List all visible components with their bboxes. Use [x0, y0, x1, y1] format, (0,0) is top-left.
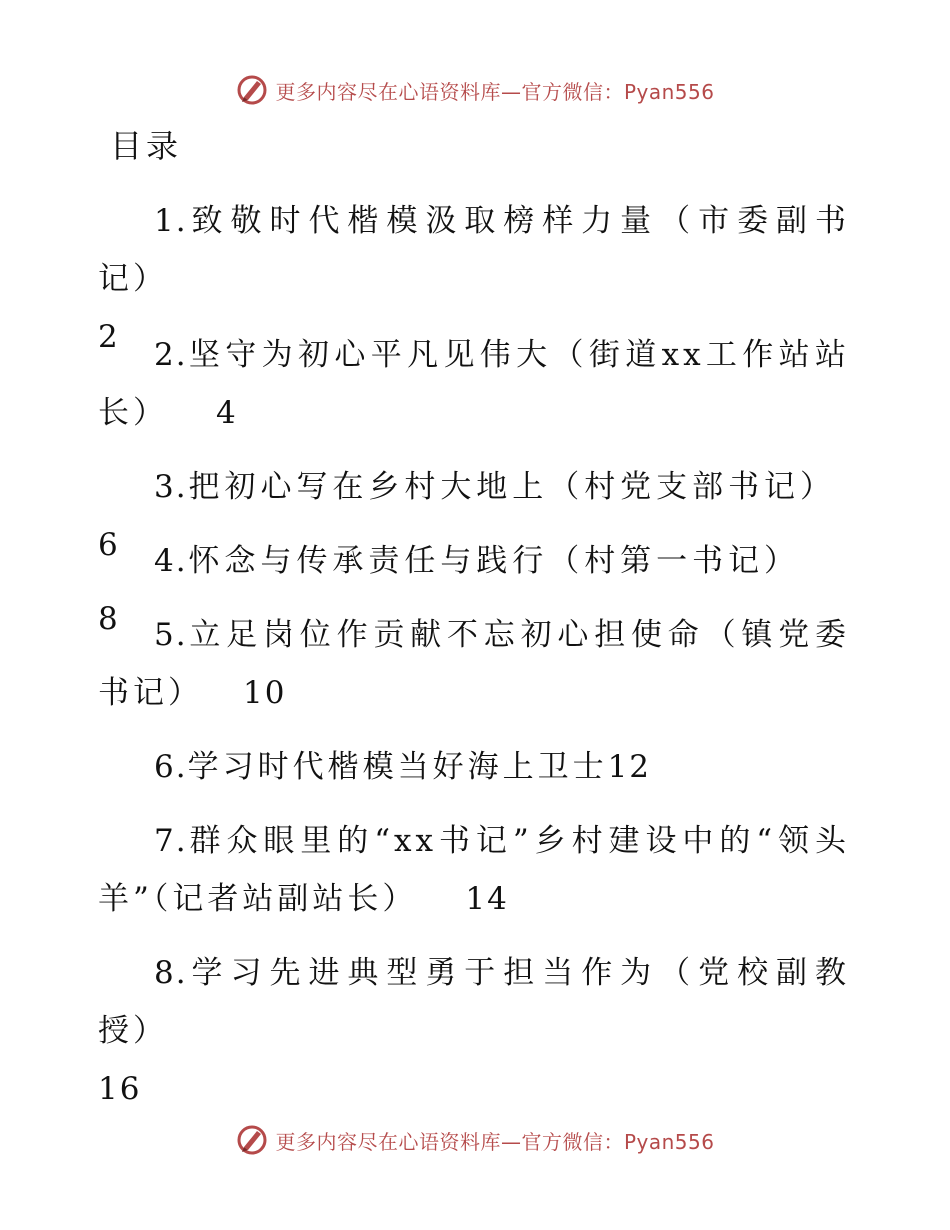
toc-entry[interactable] — [98, 944, 850, 1118]
toc-entry-page: 14 — [465, 881, 509, 917]
pen-circle-logo-icon — [235, 1123, 269, 1157]
toc-entry-number: 5. — [154, 617, 188, 653]
toc-entry-page: 16 — [98, 1071, 142, 1107]
toc-entry-page: 6 — [98, 527, 120, 563]
toc-entry-title: 群众眼里的“xx书记”乡村建设中的“领头羊”（记者站副站长） — [98, 823, 850, 917]
pen-circle-logo-icon — [235, 73, 269, 107]
toc-entry-page: 10 — [243, 675, 287, 711]
banner-text: 更多内容尽在心语资料库—官方微信：Pyan556 — [275, 79, 715, 104]
toc-entry-page: 8 — [98, 601, 120, 637]
toc-entry-page: 4 — [216, 395, 238, 431]
toc-entry-number: 4. — [154, 543, 188, 579]
toc-entry-number: 6. — [154, 749, 188, 785]
toc-entry-number: 7. — [154, 823, 188, 859]
toc-entry-page: 2 — [98, 319, 120, 355]
toc-entry-title: 坚守为初心平凡见伟大（街道xx工作站站长） — [98, 337, 850, 431]
toc-entry-number: 8. — [154, 955, 188, 991]
toc-entry-title: 致敬时代楷模汲取榜样力量（市委副书记） — [98, 203, 850, 297]
toc-entry-number: 2. — [154, 337, 188, 373]
toc-entry-number: 3. — [154, 469, 188, 505]
toc-entry-title: 学习时代楷模当好海上卫士 — [187, 749, 608, 785]
toc-entry-page: 12 — [607, 749, 652, 785]
toc-entry-title: 学习先进典型勇于担当作为（党校副教授） — [98, 955, 850, 1049]
footer-banner — [0, 1120, 950, 1160]
toc-entry-number: 1. — [154, 203, 188, 239]
toc-entry[interactable] — [98, 326, 850, 442]
toc-entry-title: 立足岗位作贡献不忘初心担使命（镇党委书记） — [98, 617, 850, 711]
toc-title: 目录 — [110, 127, 183, 165]
toc-entry[interactable] — [98, 606, 850, 722]
toc-entry-title: 把初心写在乡村大地上（村党支部书记） — [187, 469, 836, 505]
toc-entry[interactable] — [98, 738, 850, 796]
toc-entry[interactable] — [98, 812, 850, 928]
toc-entry-title: 怀念与传承责任与践行（村第一书记） — [187, 543, 800, 579]
banner-text: 更多内容尽在心语资料库—官方微信：Pyan556 — [275, 1129, 715, 1154]
header-banner — [0, 70, 950, 110]
